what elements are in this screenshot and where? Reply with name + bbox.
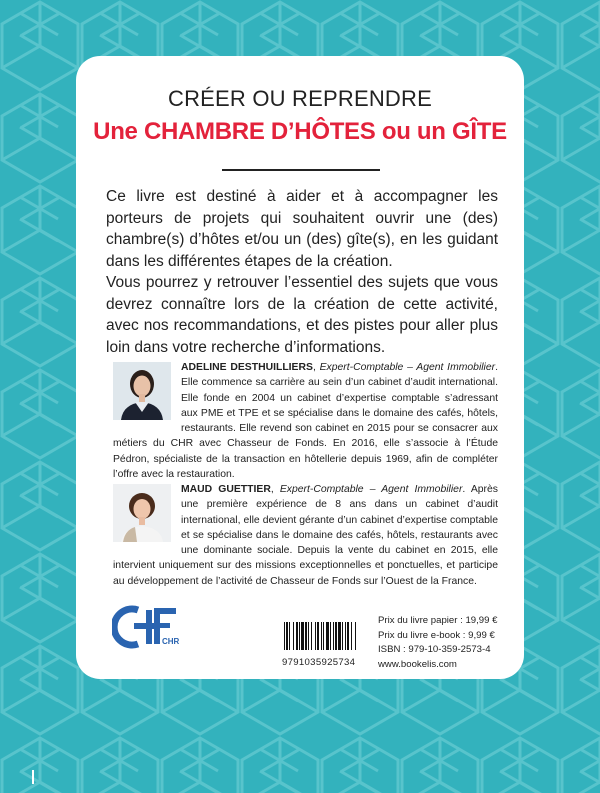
price-paper: Prix du livre papier : 19,99 € [378,615,498,626]
barcode [282,622,382,668]
author-role-maud: Expert-Comptable – Agent Immobilier [279,484,463,495]
author-name-adeline: ADELINE DESTHUILLIERS [181,362,313,373]
price-ebook: Prix du livre e-book : 9,99 € [378,629,495,641]
isbn: ISBN : 979-10-359-2573-4 [378,644,491,655]
intro-text [106,186,498,358]
author-name-maud: MAUD GUETTIER [181,484,271,495]
subtitle-kicker: CRÉER OU REPRENDRE [168,86,432,111]
author-role-adeline: Expert-Comptable – Agent Immobilier [319,362,496,373]
author-adeline: ADELINE DESTHUILLIERS, Expert-Comptable – Agent Immobilier. Elle commence sa carrière au sein d’un cabinet d’audit international. Elle fonde en 2004 un cabinet d’expertise comptable s’adressant aux PME et TPE et se spécialise dans le domaine des cafés, hôtels, restaurants. Elle revend son cabinet en 2015 pour se consacrer aux métiers du CHR avec Chasseur de Fonds. En 2016, elle s’associe à l’Étude Pédron, spécialiste de la transaction en hôtellerie depuis 1969, afin de compléter l’offre avec la restauration. [113,362,498,481]
author-photo-adeline [113,362,171,420]
price-info [378,614,518,672]
intro-paragraph-2: Vous pourrez y retrouver l’essentiel des sujets que vous devrez connaître lors de la création de cette activité, avec nos recommandations, et des pistes pour aller plus loin dans votre recherche d’informations. [106,274,498,356]
barcode-bars [282,622,382,650]
author-maud: MAUD GUETTIER, Expert-Comptable – Agent Immobilier. Après une première expérience de 8 ans dans un cabinet d’audit international, elle devient gérante d’un cabinet d’expertise comptable et se spécialise dans le domaine des cafés, hôtels, restaurants avec une dominante sociale. Depuis la vente du cabinet en 2015, elle intervient uniquement sur des missions exceptionnelles et ponctuelles, et participe au développement de l’activité de Chasseur de Fonds sur l’Ouest de la France. [113,484,498,587]
author-photo-maud [113,484,171,542]
logo-sub-text: CHR [162,637,180,646]
chr-logo [112,604,188,650]
corner-mark [32,770,34,784]
intro-paragraph-1: Ce livre est destiné à aider et à accompagner les porteurs de projets qui souhaitent ouvrir une (des) chambre(s) d’hôtes et/ou un (des) gîte(s), en les guidant dans les différentes étapes de la création. [106,188,498,270]
title-divider [222,169,380,171]
book-title: Une CHAMBRE D’HÔTES ou un GÎTE [93,118,507,145]
author-bio-maud: Après une première expérience de 8 ans dans un cabinet d’audit international, elle devient gérante d’un cabinet d’expertise comptable et se spécialise dans le domaine des cafés, hôtels, restaurants avec une dominante sociale. Depuis la vente du cabinet en 2015, elle intervient uniquement sur des missions exceptionnelles et ponctuelles, et participe au développement de l’activité de Chasseur de Fonds sur l’Ouest de la France. [113,484,498,587]
publisher-website: www.bookelis.com [378,658,457,670]
back-cover-card [76,56,524,679]
author-bio-adeline: Elle commence sa carrière au sein d’un cabinet d’audit international. Elle fonde en 2004 un cabinet d’expertise comptable s’adressant aux PME et TPE et se spécialise dans le domaine des cafés, hôtels, restaurants. Elle revend son cabinet en 2015 pour se consacrer aux métiers du CHR avec Chasseur de Fonds. En 2016, elle s’associe à l’Étude Pédron, spécialiste de la transaction en hôtellerie depuis 1969, afin de compléter l’offre avec la restauration. [113,377,498,481]
barcode-number: 9791035925734 [282,657,356,668]
